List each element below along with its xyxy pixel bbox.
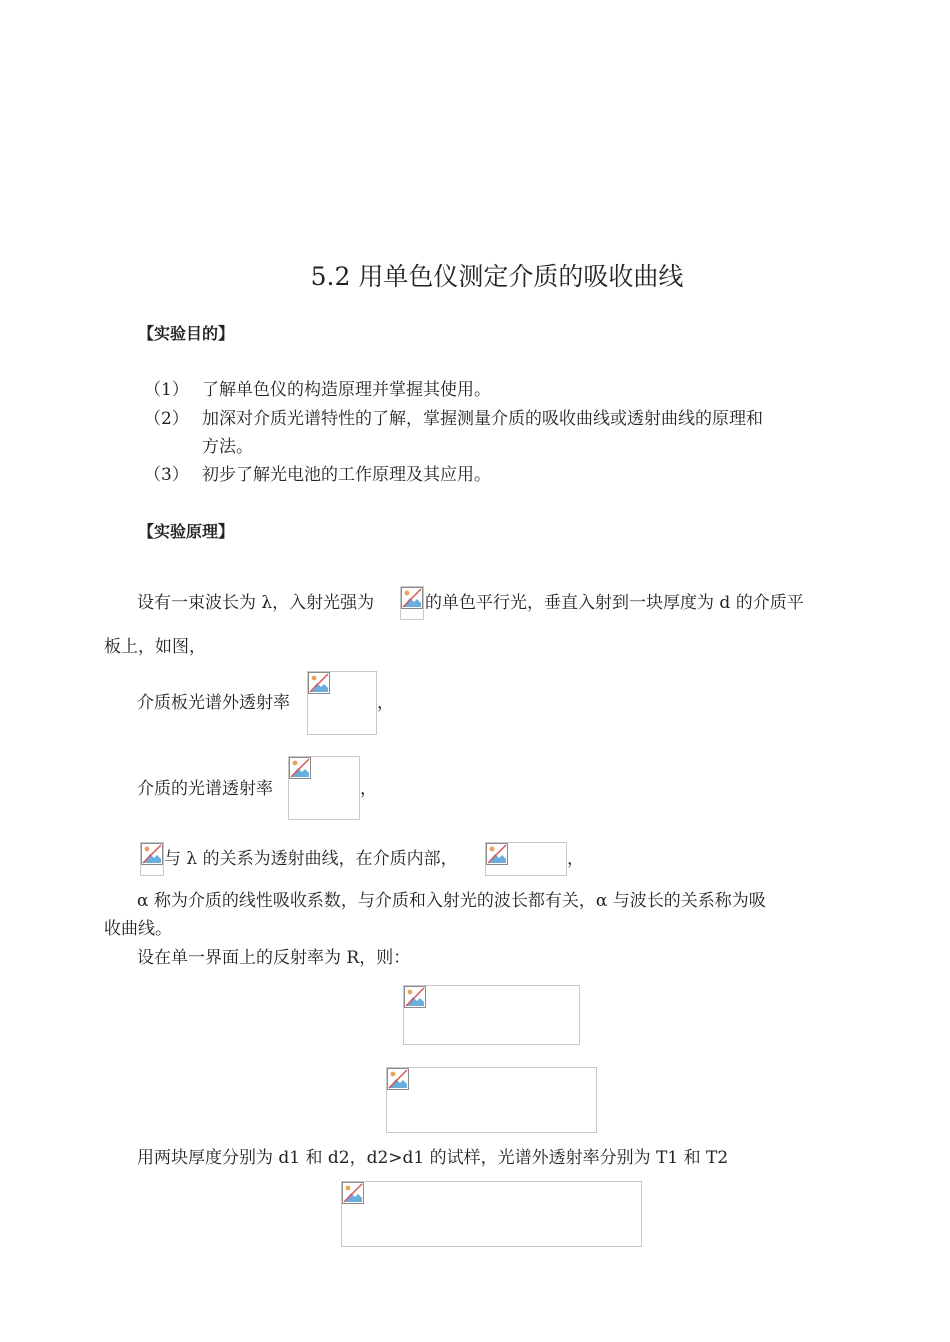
paragraph-text: 用两块厚度分别为 d1 和 d2，d2>d1 的试样，光谱外透射率分别为 T1 和 T2	[137, 1148, 729, 1168]
broken-image-icon	[289, 757, 311, 779]
broken-image-icon	[308, 672, 330, 694]
list-item-text: 了解单色仪的构造原理并掌握其使用。	[202, 380, 491, 400]
broken-image-icon	[342, 1182, 364, 1204]
formula-image	[140, 842, 164, 876]
list-item-number: （1）	[144, 380, 189, 400]
paragraph-text: α 称为介质的线性吸收系数，与介质和入射光的波长都有关，α 与波长的关系称为吸	[137, 891, 766, 911]
page-title: 5.2 用单色仪测定介质的吸收曲线	[310, 262, 684, 291]
section-heading-principle: 【实验原理】	[138, 522, 235, 541]
paragraph-text: ，	[567, 849, 584, 869]
paragraph-text: 介质板光谱外透射率	[137, 693, 290, 713]
formula-image	[288, 756, 360, 820]
list-item-number: （2）	[144, 409, 189, 429]
paragraph-text: 设有一束波长为 λ，入射光强为	[137, 593, 375, 613]
paragraph-text: ，	[377, 693, 394, 713]
broken-image-icon	[387, 1068, 409, 1090]
formula-image	[386, 1067, 597, 1133]
paragraph-text: 收曲线。	[104, 919, 172, 939]
broken-image-icon	[401, 587, 423, 609]
formula-image	[307, 671, 377, 735]
broken-image-icon	[141, 843, 163, 865]
list-item-number: （3）	[144, 465, 189, 485]
broken-image-icon	[486, 843, 508, 865]
paragraph-text: 板上，如图，	[104, 637, 206, 657]
formula-image	[485, 842, 567, 876]
paragraph-text: 的单色平行光，垂直入射到一块厚度为 d 的介质平	[425, 593, 804, 613]
paragraph-text: 与 λ 的关系为透射曲线，在介质内部，	[164, 849, 458, 869]
formula-image	[400, 586, 424, 620]
list-item-text: 初步了解光电池的工作原理及其应用。	[202, 465, 491, 485]
list-item-text-continued: 方法。	[202, 437, 253, 457]
formula-image	[403, 985, 580, 1045]
paragraph-text: 设在单一界面上的反射率为 R，则：	[137, 948, 411, 968]
paragraph-text: 介质的光谱透射率	[137, 779, 273, 799]
formula-image	[341, 1181, 642, 1247]
list-item-text: 加深对介质光谱特性的了解，掌握测量介质的吸收曲线或透射曲线的原理和	[202, 409, 763, 429]
section-heading-purpose: 【实验目的】	[138, 324, 235, 343]
paragraph-text: ，	[360, 779, 377, 799]
broken-image-icon	[404, 986, 426, 1008]
